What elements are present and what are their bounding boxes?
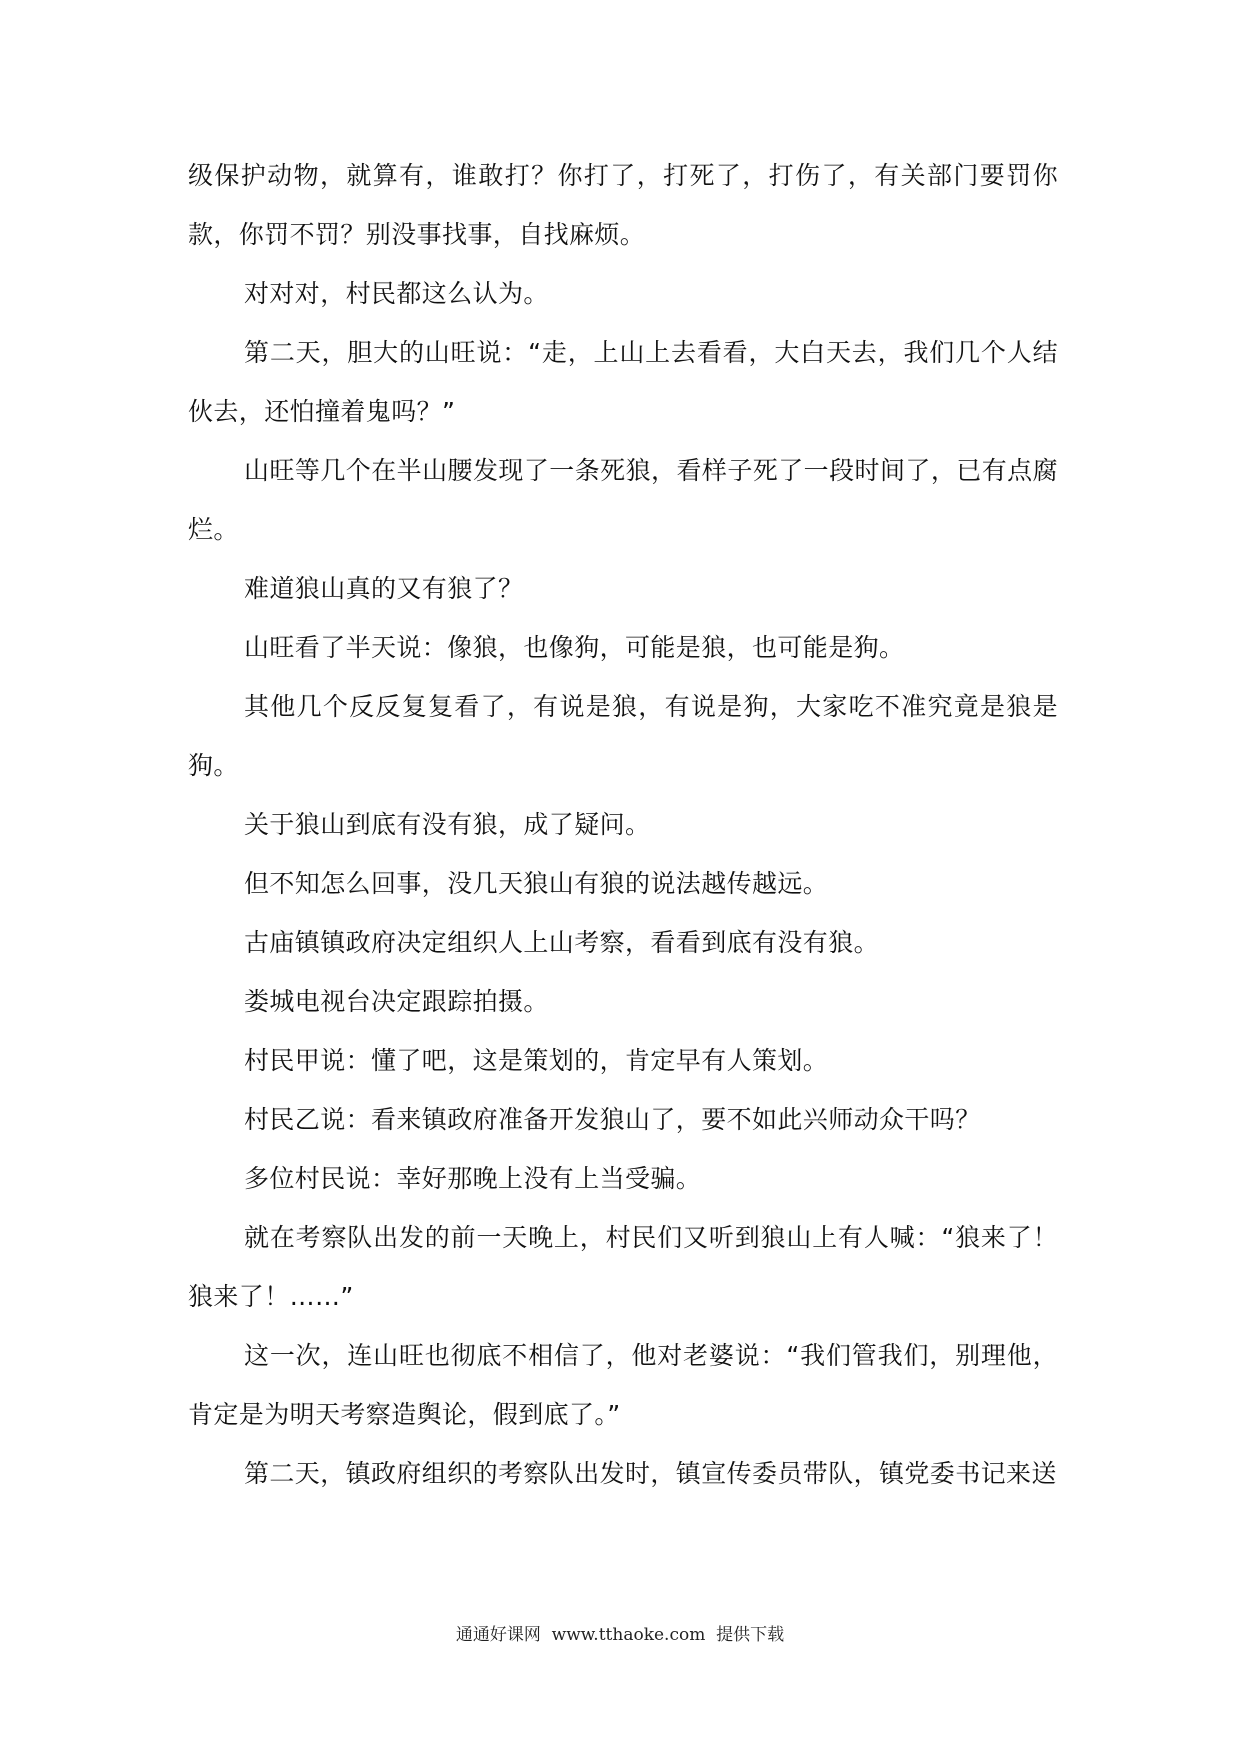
paragraph-3: 第二天，胆大的山旺说：“走，上山上去看看，大白天去，我们几个人结伙去，还怕撞着鬼吗？”	[188, 338, 1058, 426]
paragraph-10: 古庙镇镇政府决定组织人上山考察，看看到底有没有狼。	[244, 928, 880, 957]
paragraph-2: 对对对，村民都这么认为。	[244, 279, 549, 308]
paragraph-9: 但不知怎么回事，没几天狼山有狼的说法越传越远。	[244, 869, 829, 898]
paragraph-5: 难道狼山真的又有狼了？	[244, 574, 524, 603]
body-text	[188, 146, 1058, 1503]
paragraph-13: 村民乙说：看来镇政府准备开发狼山了，要不如此兴师动众干吗？	[244, 1105, 981, 1134]
paragraph-8: 关于狼山到底有没有狼，成了疑问。	[244, 810, 651, 839]
paragraph-15: 就在考察队出发的前一天晚上，村民们又听到狼山上有人喊：“狼来了！狼来了！……”	[188, 1223, 1058, 1311]
paragraph-7: 其他几个反反复复看了，有说是狼，有说是狗，大家吃不准究竟是狼是狗。	[188, 692, 1058, 780]
page-footer: 通通好课网 www.tthaoke.com 提供下载	[455, 1625, 785, 1645]
paragraph-11: 娄城电视台决定跟踪拍摄。	[244, 987, 549, 1016]
paragraph-17: 第二天，镇政府组织的考察队出发时，镇宣传委员带队，镇党委书记来送	[244, 1459, 1057, 1488]
paragraph-14: 多位村民说：幸好那晚上没有上当受骗。	[244, 1164, 702, 1193]
paragraph-16: 这一次，连山旺也彻底不相信了，他对老婆说：“我们管我们，别理他，肯定是为明天考察造舆论，假到底了。”	[188, 1341, 1058, 1429]
paragraph-12: 村民甲说：懂了吧，这是策划的，肯定早有人策划。	[244, 1046, 829, 1075]
paragraph-4: 山旺等几个在半山腰发现了一条死狼，看样子死了一段时间了，已有点腐烂。	[188, 456, 1058, 544]
paragraph-6: 山旺看了半天说：像狼，也像狗，可能是狼，也可能是狗。	[244, 633, 905, 662]
paragraph-1: 级保护动物，就算有，谁敢打？你打了，打死了，打伤了，有关部门要罚你款，你罚不罚？别没事找事，自找麻烦。	[188, 161, 1058, 249]
